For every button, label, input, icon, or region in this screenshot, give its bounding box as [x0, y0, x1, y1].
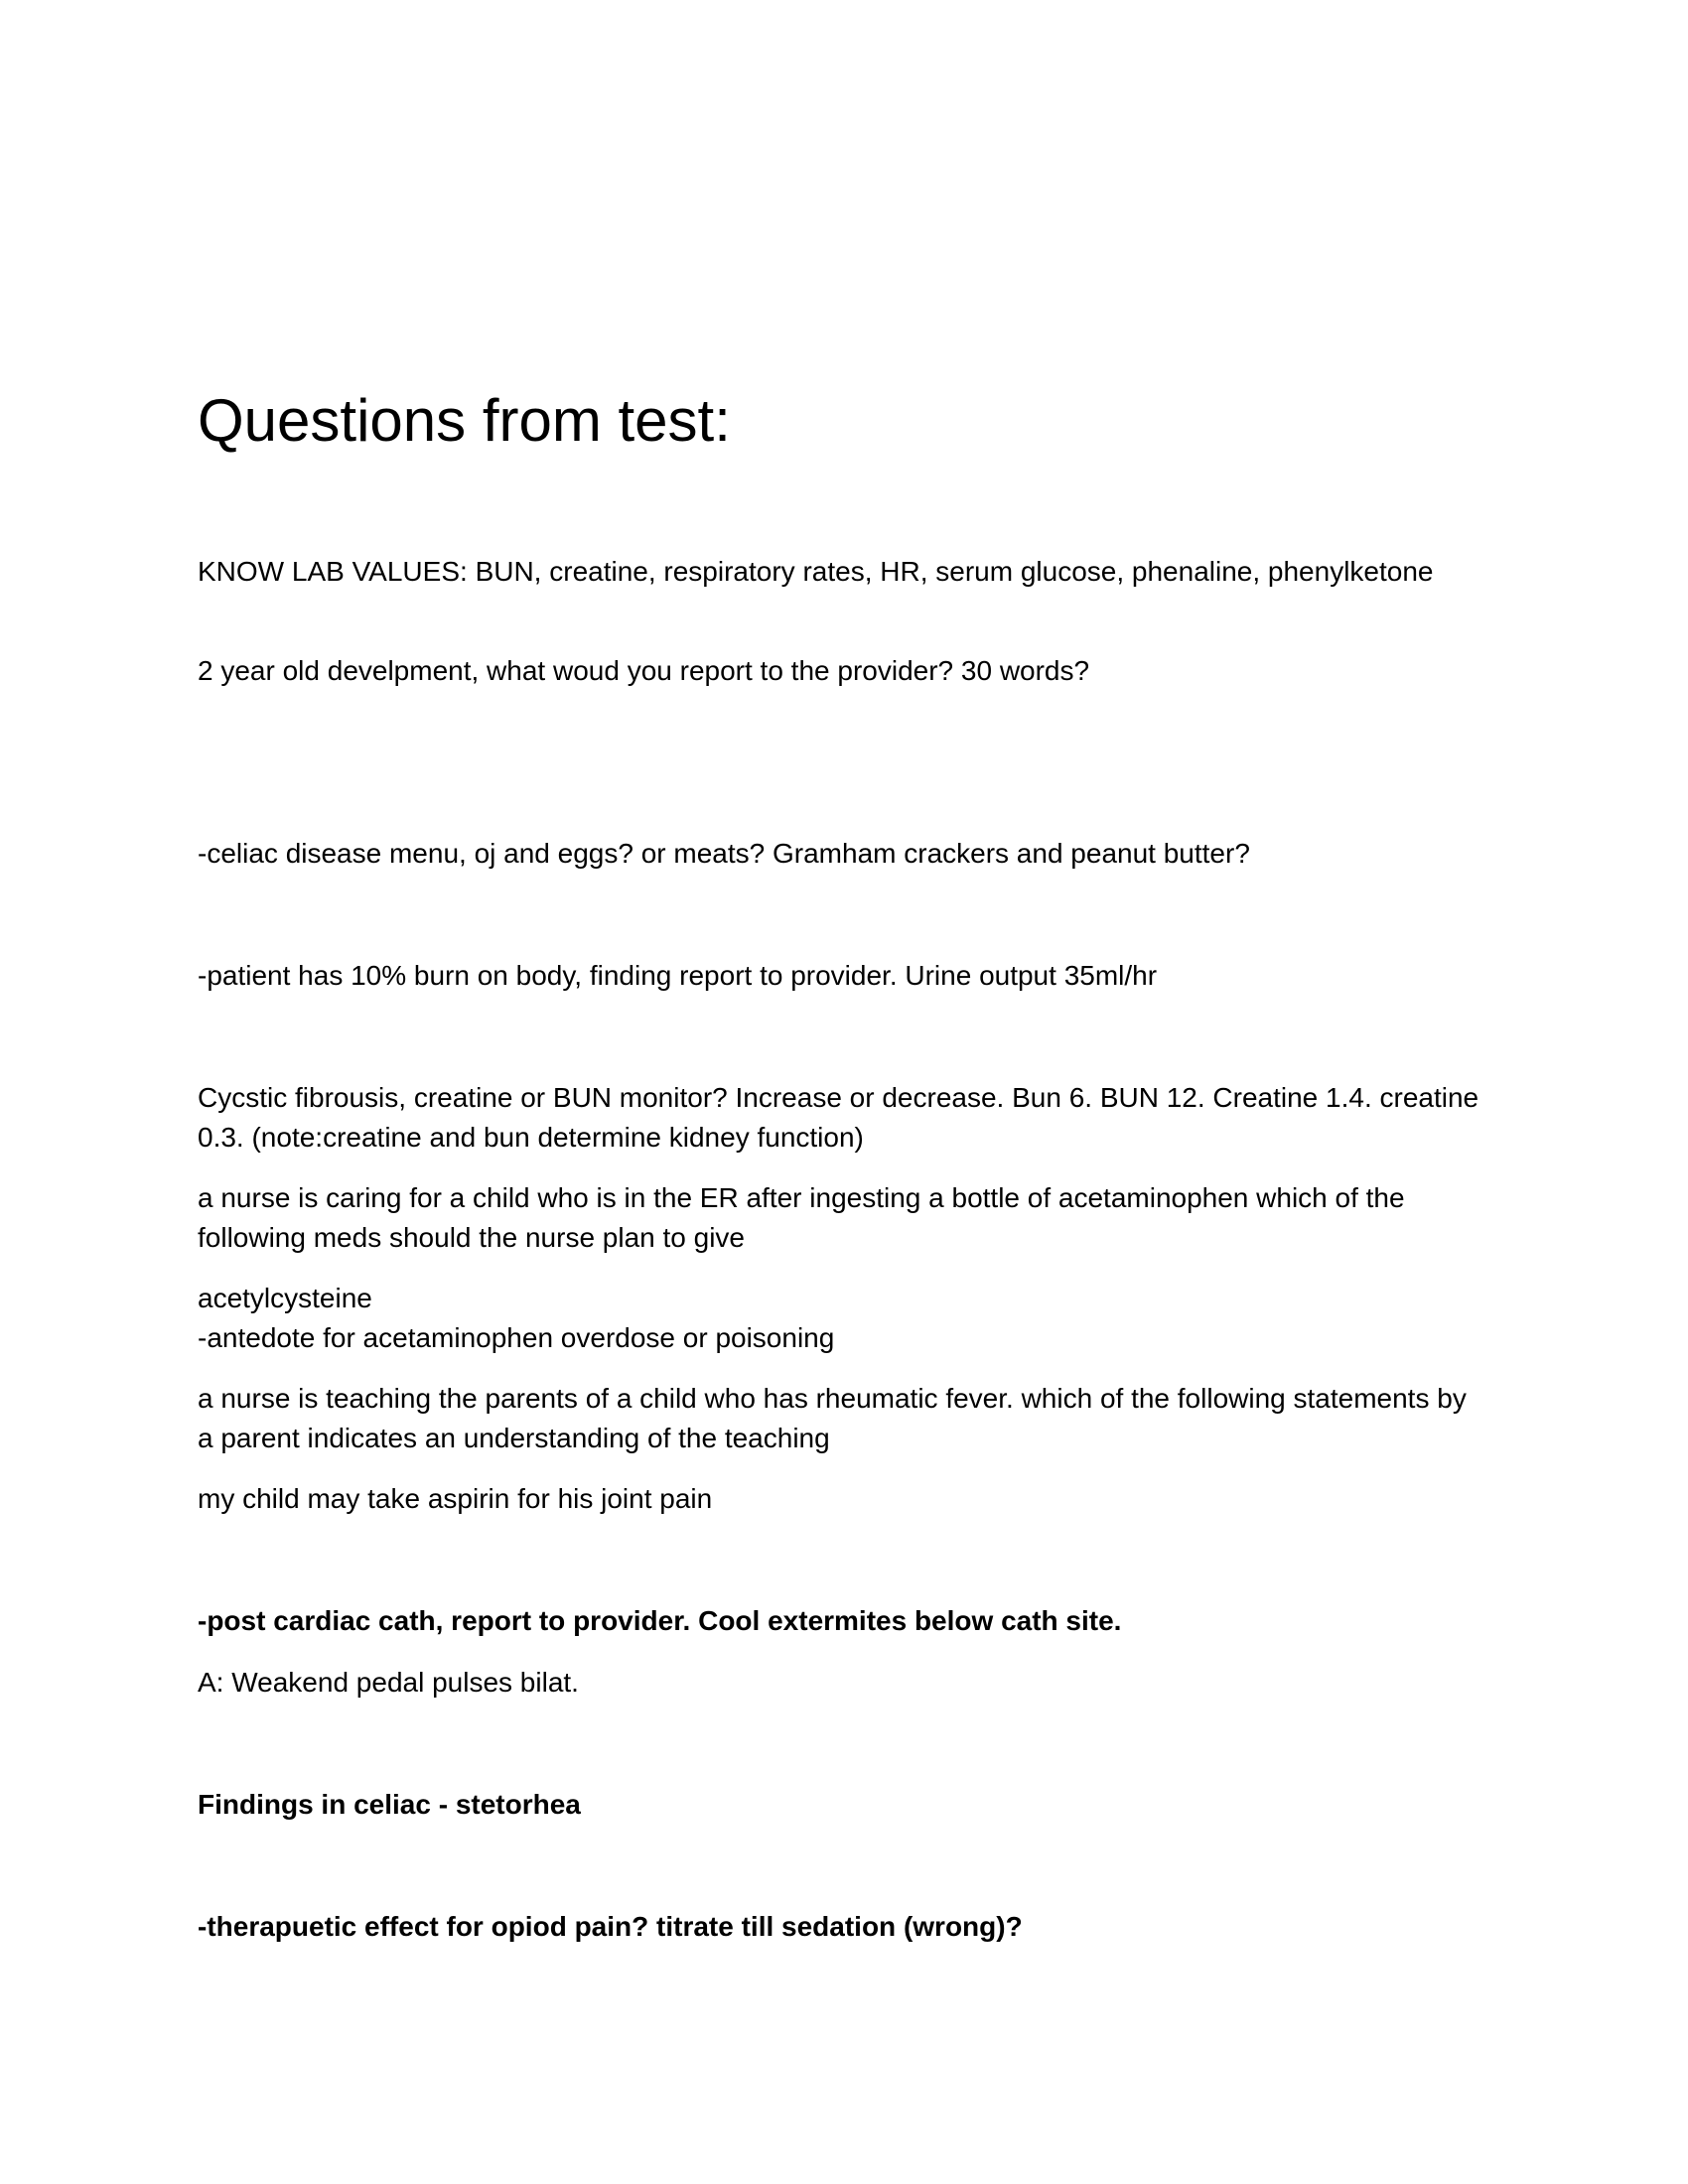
text-line: -antedote for acetaminophen overdose or poisoning [198, 1322, 835, 1353]
paragraph-burn [198, 956, 1488, 996]
text-line: KNOW LAB VALUES: BUN, creatine, respiratory rates, HR, serum glucose, phenaline, phenylketone [198, 556, 1434, 587]
text-line: 0.3. (note:creatine and bun determine kidney function) [198, 1122, 864, 1153]
text-line: A: Weakend pedal pulses bilat. [198, 1667, 579, 1698]
text-line: acetylcysteine [198, 1283, 372, 1313]
paragraph-cardiac-answer [198, 1663, 1488, 1703]
text-line: Cycstic fibrousis, creatine or BUN monitor? Increase or decrease. Bun 6. BUN 12. Creatine 1.4. creatine [198, 1082, 1479, 1113]
paragraph-rheumatic-question [198, 1379, 1488, 1458]
text-line: a nurse is caring for a child who is in the ER after ingesting a bottle of acetaminophen which of the [198, 1182, 1405, 1213]
text-line: a nurse is teaching the parents of a child who has rheumatic fever. which of the following statements by [198, 1383, 1467, 1414]
text-line: -patient has 10% burn on body, finding report to provider. Urine output 35ml/hr [198, 960, 1158, 991]
paragraph-acetaminophen-question [198, 1178, 1488, 1258]
paragraph-celiac-findings [198, 1785, 1488, 1825]
text-line: -therapuetic effect for opiod pain? titrate till sedation (wrong)? [198, 1911, 1023, 1942]
paragraph-acetaminophen-answer [198, 1279, 1488, 1358]
text-line: -post cardiac cath, report to provider. Cool extermites below cath site. [198, 1605, 1122, 1636]
paragraph-development [198, 651, 1488, 691]
text-line: -celiac disease menu, oj and eggs? or meats? Gramham crackers and peanut butter? [198, 838, 1250, 869]
paragraph-lab-values [198, 552, 1488, 592]
text-line: following meds should the nurse plan to give [198, 1222, 746, 1253]
paragraph-celiac-menu [198, 834, 1488, 874]
paragraph-cardiac-cath [198, 1601, 1488, 1641]
text-line: 2 year old develpment, what woud you report to the provider? 30 words? [198, 655, 1090, 686]
paragraph-cystic-fibrosis [198, 1078, 1488, 1158]
text-line: Findings in celiac - stetorhea [198, 1789, 581, 1820]
text-line: my child may take aspirin for his joint pain [198, 1483, 713, 1514]
page-title: Questions from test: [198, 387, 731, 454]
paragraph-opioid [198, 1907, 1488, 1947]
paragraph-rheumatic-answer [198, 1479, 1488, 1519]
text-line: a parent indicates an understanding of the teaching [198, 1423, 830, 1453]
